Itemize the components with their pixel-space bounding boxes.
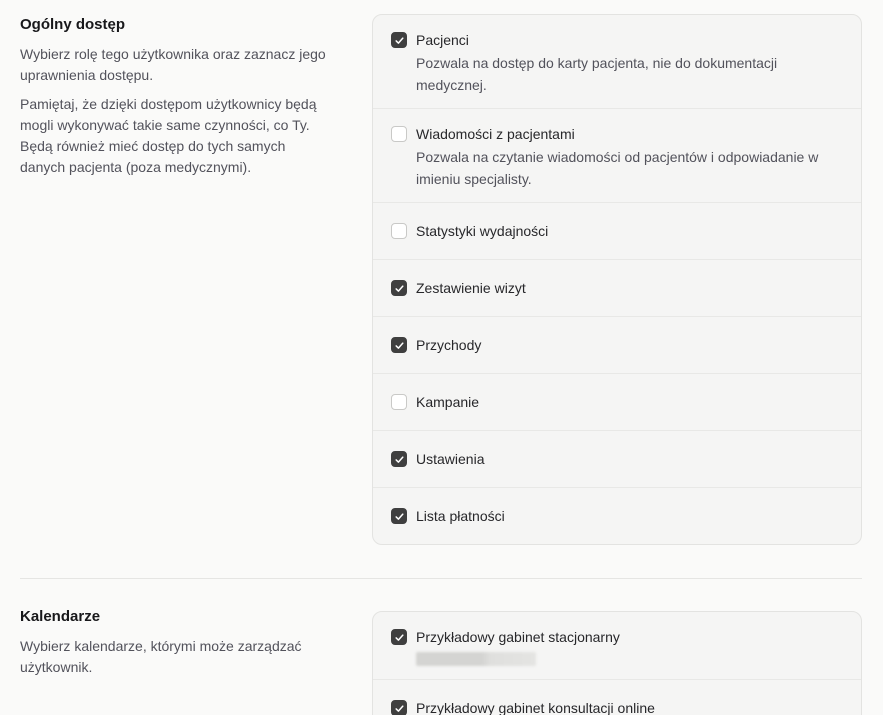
permission-row-przychody [373, 316, 861, 373]
section-description-2: Pamiętaj, że dzięki dostępom użytkownicy będą mogli wykonywać takie same czynności, co Ty. Będą również mieć dostęp do tych samych danych pacjenta (poza medycznymi). [20, 96, 317, 175]
permission-row-ustawienia [373, 430, 861, 487]
calendar-row-stacjonarny [373, 612, 861, 679]
permission-label[interactable]: Zestawienie wizyt [416, 280, 526, 296]
check-icon [394, 703, 405, 714]
check-icon [394, 632, 405, 643]
check-icon [394, 340, 405, 351]
checkbox-gabinet-online[interactable] [391, 700, 407, 715]
permission-row-zestawienie [373, 259, 861, 316]
permission-row-wiadomosci [373, 108, 861, 202]
section-calendars-info [20, 606, 372, 678]
section-general-access [20, 14, 862, 545]
permission-label[interactable]: Wiadomości z pacjentami [416, 126, 575, 142]
section-divider [20, 578, 862, 579]
permission-row-statystyki [373, 202, 861, 259]
permission-label[interactable]: Ustawienia [416, 451, 485, 467]
section-general-access-info [20, 14, 372, 178]
permission-description: Pozwala na dostęp do karty pacjenta, nie do dokumentacji medycznej. [416, 55, 778, 93]
section-title: Ogólny dostęp [20, 16, 125, 33]
check-icon [394, 511, 405, 522]
calendar-row-online [373, 679, 861, 715]
checkbox-lista-platnosci[interactable] [391, 508, 407, 524]
checkbox-kampanie[interactable] [391, 394, 407, 410]
permission-label[interactable]: Kampanie [416, 394, 480, 410]
permission-row-kampanie [373, 373, 861, 430]
permission-row-pacjenci [373, 15, 861, 108]
checkbox-wiadomosci[interactable] [391, 126, 407, 142]
redacted-text [416, 652, 536, 666]
check-icon [394, 35, 405, 46]
permission-label[interactable]: Pacjenci [416, 32, 469, 48]
permission-row-lista-platnosci [373, 487, 861, 544]
checkbox-przychody[interactable] [391, 337, 407, 353]
permission-label[interactable]: Statystyki wydajności [416, 223, 549, 239]
section-title: Kalendarze [20, 608, 101, 625]
check-icon [394, 283, 405, 294]
section-calendars [20, 606, 862, 715]
permission-label[interactable]: Przychody [416, 337, 482, 353]
checkbox-zestawienie[interactable] [391, 280, 407, 296]
checkbox-statystyki[interactable] [391, 223, 407, 239]
checkbox-gabinet-stacjonarny[interactable] [391, 629, 407, 645]
calendars-panel [372, 611, 862, 715]
permissions-panel [372, 14, 862, 545]
permission-description: Pozwala na czytanie wiadomości od pacjentów i odpowiadanie w imieniu specjalisty. [416, 149, 819, 187]
checkbox-pacjenci[interactable] [391, 32, 407, 48]
section-description-1: Wybierz rolę tego użytkownika oraz zaznacz jego uprawnienia dostępu. [20, 46, 326, 83]
section-description: Wybierz kalendarze, którymi może zarządzać użytkownik. [20, 638, 302, 675]
calendar-label[interactable]: Przykładowy gabinet stacjonarny [416, 629, 620, 645]
permission-label[interactable]: Lista płatności [416, 508, 505, 524]
check-icon [394, 454, 405, 465]
calendar-label[interactable]: Przykładowy gabinet konsultacji online [416, 700, 655, 715]
checkbox-ustawienia[interactable] [391, 451, 407, 467]
